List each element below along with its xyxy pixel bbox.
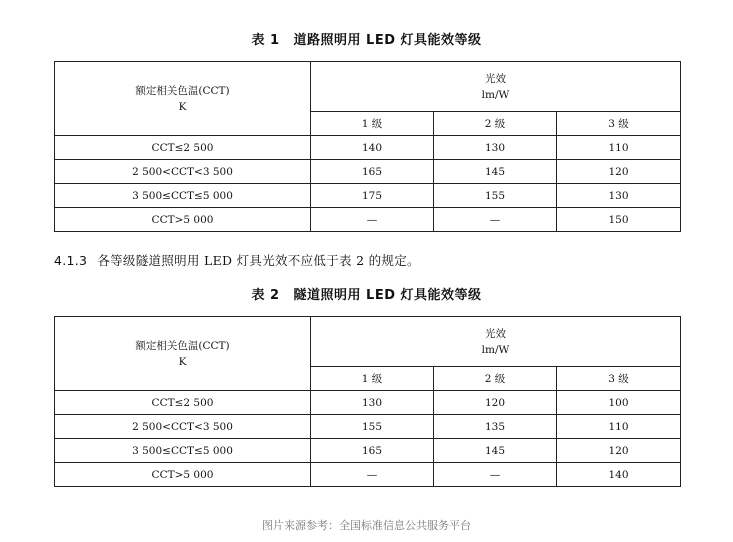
cct-header-cell xyxy=(55,317,311,391)
table-1-title: 道路照明用 LED 灯具能效等级 xyxy=(293,33,482,48)
grade-3-header: 3 级 xyxy=(557,112,681,136)
grade-2-cell: 130 xyxy=(434,136,557,160)
efficacy-header-cell xyxy=(311,317,681,367)
grade-2-cell: — xyxy=(434,208,557,232)
table-2-title: 隧道照明用 LED 灯具能效等级 xyxy=(293,288,482,303)
table-row xyxy=(55,184,681,208)
grade-3-cell: 140 xyxy=(557,463,681,487)
grade-3-cell: 100 xyxy=(557,391,681,415)
table-row xyxy=(55,208,681,232)
grade-1-cell: 155 xyxy=(311,415,434,439)
efficacy-header-unit: lm/W xyxy=(481,343,510,356)
table-row xyxy=(55,415,681,439)
clause-4-1-3 xyxy=(54,251,420,269)
table-row xyxy=(55,391,681,415)
grade-3-cell: 110 xyxy=(557,136,681,160)
grade-1-cell: 165 xyxy=(311,439,434,463)
grade-2-cell: — xyxy=(434,463,557,487)
cct-cell: 3 500≤CCT≤5 000 xyxy=(55,439,311,463)
grade-2-cell: 145 xyxy=(434,160,557,184)
efficacy-header-cell xyxy=(311,62,681,112)
grade-3-cell: 110 xyxy=(557,415,681,439)
grade-1-header: 1 级 xyxy=(311,112,434,136)
table-row xyxy=(55,463,681,487)
clause-text: 各等级隧道照明用 LED 灯具光效不应低于表 2 的规定。 xyxy=(97,253,420,268)
grade-1-cell: 165 xyxy=(311,160,434,184)
grade-3-cell: 120 xyxy=(557,160,681,184)
table-2-number: 表 2 xyxy=(251,288,280,303)
efficacy-header-label: 光效 xyxy=(485,72,506,85)
grade-1-cell: 140 xyxy=(311,136,434,160)
grade-1-cell: 175 xyxy=(311,184,434,208)
cct-header-unit: K xyxy=(178,100,187,113)
table-row xyxy=(55,439,681,463)
table-row xyxy=(55,160,681,184)
cct-cell: 2 500<CCT<3 500 xyxy=(55,160,311,184)
grade-2-header: 2 级 xyxy=(434,367,557,391)
cct-cell: CCT>5 000 xyxy=(55,208,311,232)
grade-2-cell: 120 xyxy=(434,391,557,415)
cct-cell: CCT≤2 500 xyxy=(55,391,311,415)
grade-3-cell: 150 xyxy=(557,208,681,232)
cct-cell: CCT≤2 500 xyxy=(55,136,311,160)
cct-header-unit: K xyxy=(178,355,187,368)
grade-1-cell: — xyxy=(311,463,434,487)
grade-3-cell: 120 xyxy=(557,439,681,463)
cct-header-label: 额定相关色温(CCT) xyxy=(135,84,230,97)
grade-2-header: 2 级 xyxy=(434,112,557,136)
efficacy-header-unit: lm/W xyxy=(481,88,510,101)
grade-2-cell: 135 xyxy=(434,415,557,439)
cct-header-label: 额定相关色温(CCT) xyxy=(135,339,230,352)
cct-cell: 2 500<CCT<3 500 xyxy=(55,415,311,439)
cct-cell: CCT>5 000 xyxy=(55,463,311,487)
table-1-number: 表 1 xyxy=(251,33,280,48)
table-row xyxy=(55,136,681,160)
cct-cell: 3 500≤CCT≤5 000 xyxy=(55,184,311,208)
efficacy-header-label: 光效 xyxy=(485,327,506,340)
clause-number: 4.1.3 xyxy=(54,253,88,268)
grade-1-cell: 130 xyxy=(311,391,434,415)
grade-1-header: 1 级 xyxy=(311,367,434,391)
grade-3-cell: 130 xyxy=(557,184,681,208)
table-1 xyxy=(54,61,681,232)
grade-1-cell: — xyxy=(311,208,434,232)
table-2 xyxy=(54,316,681,487)
grade-3-header: 3 级 xyxy=(557,367,681,391)
table-2-caption xyxy=(0,284,733,303)
cct-header-cell xyxy=(55,62,311,136)
grade-2-cell: 155 xyxy=(434,184,557,208)
table-1-caption xyxy=(0,29,733,48)
grade-2-cell: 145 xyxy=(434,439,557,463)
source-footer: 图片来源参考：全国标准信息公共服务平台 xyxy=(262,519,471,532)
